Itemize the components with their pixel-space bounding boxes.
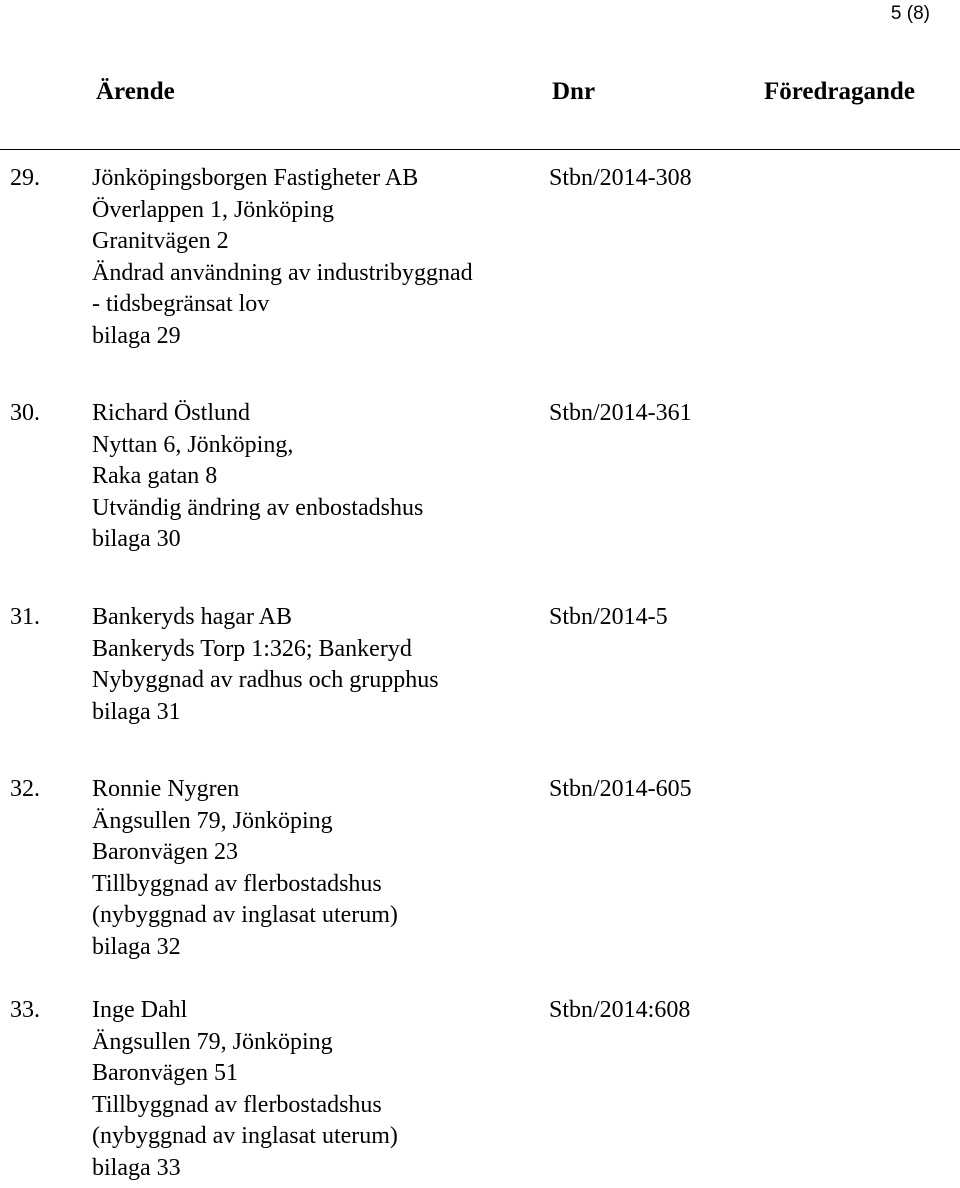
item-description-line: bilaga 32 [92, 933, 181, 960]
item-description-line: Baronvägen 23 [92, 839, 238, 865]
item-description-line: Utvändig ändring av enbostadshus [92, 494, 424, 521]
item-description-line: Richard Östlund [92, 400, 250, 426]
item-dnr: Stbn/2014-605 [549, 776, 692, 802]
header-arende: Ärende [96, 78, 175, 105]
item-description-line: Nyttan 6, Jönköping, [92, 431, 294, 458]
item-description-line: Ändrad användning av industribyggnad [92, 259, 473, 286]
item-number: 32. [10, 776, 40, 802]
item-dnr: Stbn/2014-5 [549, 604, 668, 630]
header-divider [0, 149, 960, 150]
item-description-line: bilaga 30 [92, 526, 181, 552]
item-number: 29. [10, 165, 40, 191]
item-dnr: Stbn/2014-308 [549, 165, 692, 191]
item-description-line: Raka gatan 8 [92, 463, 218, 489]
item-description [92, 163, 473, 352]
header-dnr: Dnr [552, 78, 596, 105]
item-description-line: Ronnie Nygren [92, 776, 240, 802]
item-number: 31. [10, 604, 40, 630]
item-description-line: Ängsullen 79, Jönköping [92, 1028, 333, 1055]
item-dnr: Stbn/2014-361 [549, 400, 692, 426]
item-dnr: Stbn/2014:608 [549, 997, 691, 1023]
item-description-line: (nybyggnad av inglasat uterum) [92, 902, 398, 928]
item-description [92, 774, 398, 963]
item-description-line: Bankeryds Torp 1:326; Bankeryd [92, 635, 412, 662]
item-description-line: bilaga 31 [92, 698, 181, 725]
item-description-line: Tillbyggnad av flerbostadshus [92, 870, 382, 897]
item-description-line: Bankeryds hagar AB [92, 604, 292, 630]
item-description-line: Överlappen 1, Jönköping [92, 196, 334, 223]
table-header [0, 78, 960, 112]
item-description-line: Jönköpingsborgen Fastigheter AB [92, 165, 419, 191]
item-number: 33. [10, 997, 40, 1023]
item-description-line: Ängsullen 79, Jönköping [92, 807, 333, 834]
item-description-line: Nybyggnad av radhus och grupphus [92, 667, 439, 693]
item-description-line: Inge Dahl [92, 997, 188, 1023]
item-description [92, 398, 423, 556]
item-description-line: - tidsbegränsat lov [92, 291, 270, 317]
item-description-line: bilaga 33 [92, 1154, 181, 1181]
item-description-line: Baronvägen 51 [92, 1060, 238, 1086]
item-number: 30. [10, 400, 40, 426]
page-number: 5 (8) [890, 3, 930, 24]
item-description [92, 995, 398, 1184]
item-description-line: Granitvägen 2 [92, 228, 229, 254]
item-description-line: bilaga 29 [92, 322, 181, 349]
item-description-line: (nybyggnad av inglasat uterum) [92, 1123, 398, 1149]
item-description [92, 602, 439, 728]
item-description-line: Tillbyggnad av flerbostadshus [92, 1091, 382, 1118]
header-foredragande: Föredragande [764, 78, 915, 105]
